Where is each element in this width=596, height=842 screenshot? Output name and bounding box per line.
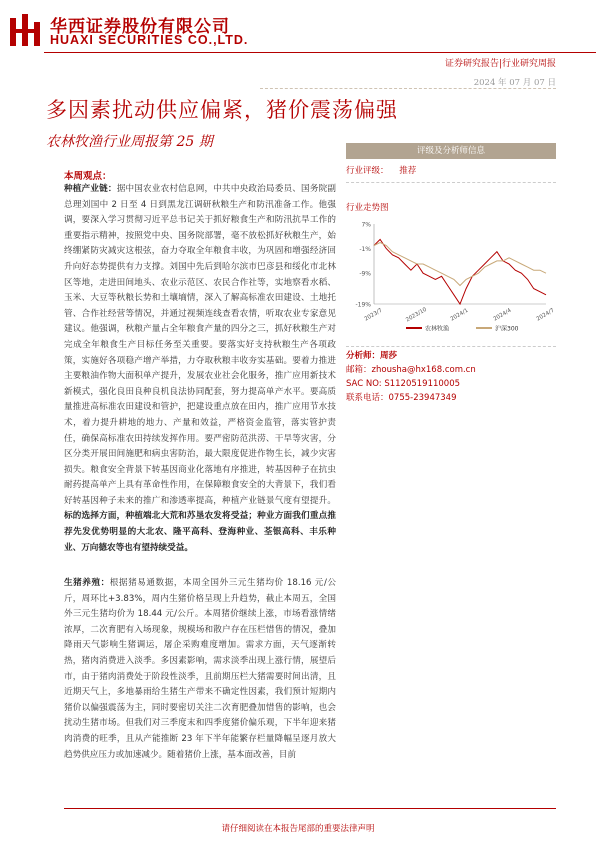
hog-text: 根据猪易通数据，本周全国外三元生猪均价 18.16 元/公斤，周环比+3.83%，周内生猪价格呈现上升趋势，截止本周五，全国外三元生猪均价为 18.44 元/公斤。本周猪价继续上涨，市场看涨情绪浓厚，二次育肥有入场现象，规模场和散户存在压栏惜售的情况，叠加降雨天气影响生猪调运，屠企采购难度增加。需求方面，天气逐渐转热，猪肉消费进入淡季。多因素影响，需求淡季出现上涨行情，展望后市，由于猪肉消费处于阶段性淡季，且前期压栏大猪需要时间出清，且近期天气上，多地暴雨给生猪生产带来不确定性因素，我们预计短期内猪价以偏强震荡为主，同时要密切关注二次育肥叠加惜售的影响，也会扰动生猪市场。但我们对三季度末和四季度猪价偏乐观，下半年迎来猪肉消费的旺季，且从产能推断 23 年下半年能繁存栏量降幅呈逐月放大趋势供应压力或加速减少。随着猪价上涨，基本面改善，目前 [64,578,336,760]
chart-y-tick-label: -9% [359,270,371,278]
analyst-divider [346,346,556,347]
rating-divider [346,182,556,183]
viewpoint-heading: 本周观点： [64,171,112,182]
chart-series-line-1 [374,239,546,304]
sac-label: SAC NO: [346,379,382,389]
analyst-label: 分析师： [346,351,381,361]
planting-section [64,182,336,556]
planting-highlight: 标的选择方面，种植端北大荒和苏垦农发将受益；种业方面我们重点推荐先发优势明显的大北农、隆平高科、登海种业、荃银高科、丰乐种业、万向德农等也有望持续受益。 [64,511,336,553]
company-name-en: HUAXI SECURITIES CO.,LTD. [50,33,249,47]
company-logo-icon [8,12,44,48]
rating-label: 行业评级： [346,166,389,176]
report-subtitle: 农林牧渔行业周报第 25 期 [46,134,213,150]
header-divider [44,52,596,53]
hog-section [64,576,336,763]
industry-trend-chart [346,218,556,338]
analyst-name: 周莎 [380,351,398,361]
legal-notice: 请仔细阅读在本报告尾部的重要法律声明 [221,824,375,834]
report-date: 2024 年 07 月 07 日 [473,78,556,88]
planting-text: 据中国农业农村信息网，中共中央政治局委员、国务院副总理刘国中 2 日至 4 日到黑龙江调研秋粮生产和防汛准备工作。他强调，要深入学习贯彻习近平总书记关于抓好粮食生产和防汛抗旱工作的重要指示精神，按照党中央、国务院部署，毫不放松抓好秋粮生产，始终绷紧防灾减灾这根弦，奋力夺取全年粮食丰收，为巩固和增强经济回升向好态势提供有力支撑。刘国中先后到哈尔滨市巴彦县和绥化市北林区等地，走进田间地头、农业示范区、农民合作社等，实地察看水稻、玉米、大豆等秋粮长势和土壤墒情，深入了解高标准农田建设、土地托管、合作社经营等情况，并通过视频连线查看农情，听取农业专家意见建议。他强调，秋粮产量占全年粮食产量的四分之三，抓好秋粮生产对完成全年粮食生产目标任务至关重要。要落实好支持秋粮生产各项政策，实施好各项稳产增产举措，力夺取秋粮丰收夯实基础。要着力推进主要粮油作物大面积单产提升，发展农业社会化服务，推广应用新技术新模式，强化良田良种良机良法协同配套，努力提高单产水平。要高质量推进高标准农田建设和管护，把建设重点放在田内，推广应用节水技术，着力提升耕地的地力、产量和效益，严格资金监管，落实管护责任，确保高标准农田持续发挥作用。要严密防范洪涝、干旱等灾害，分区分类开展田间施肥和病虫害防治，最大限度促进作物生长，减少灾害损失。粮食安全背景下转基因商业化落地有序推进，转基因种子在抗虫耐药提高单产上具有革命性作用，在保障粮食安全的大背景下，我们看好转基因种子未来的推广和渗透率提高，种植产业链景气度有望提升。 [64,184,336,506]
chart-legend-label: 农林牧渔 [425,325,450,333]
planting-label: 种植产业链： [64,184,117,194]
sac-value: S1120519110005 [384,379,461,389]
rating-panel-heading: 评级及分析师信息 [346,143,556,159]
chart-y-tick-label: -1% [359,246,371,254]
date-divider [260,88,556,89]
industry-rating [346,164,556,176]
email-label: 邮箱： [346,365,372,375]
chart-x-tick-label: 2023/10 [405,306,428,324]
analyst-info [346,349,556,405]
company-name-cn: 华西证券股份有限公司 [50,17,230,37]
chart-y-tick-label: -19% [355,301,371,309]
chart-legend-label: 沪深300 [495,325,519,333]
chart-y-tick-label: 7% [361,221,371,229]
report-title: 多因素扰动供应偏紧，猪价震荡偏强 [46,98,398,122]
email-value[interactable]: zhousha@hx168.com.cn [371,365,476,375]
chart-series-line-2 [374,243,546,286]
rating-value: 推荐 [399,166,417,176]
trend-chart-label: 行业走势图 [346,203,389,213]
footer-divider [64,808,556,809]
chart-x-tick-label: 2024/7 [535,307,556,323]
phone-label: 联系电话： [346,393,389,403]
hog-label: 生猪养殖： [64,578,110,588]
chart-x-tick-label: 2024/1 [449,307,470,323]
report-type: 证券研究报告|行业研究周报 [444,59,556,69]
chart-x-tick-label: 2023/7 [363,307,384,323]
chart-x-tick-label: 2024/4 [492,307,513,323]
phone-value: 0755-23947349 [388,393,457,403]
